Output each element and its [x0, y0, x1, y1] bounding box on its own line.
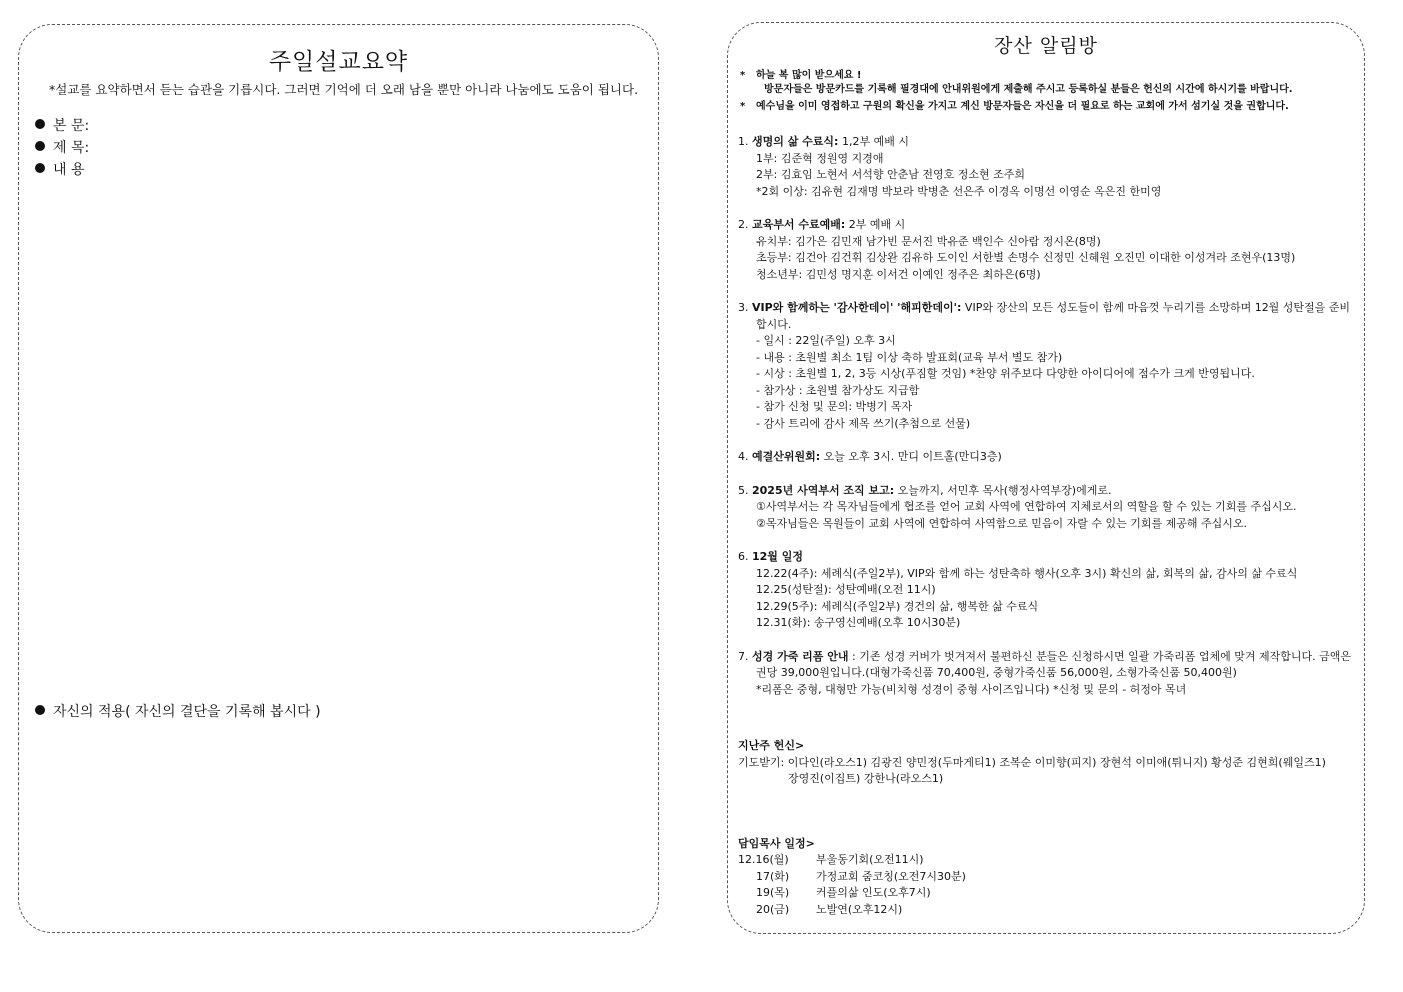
schedule-row: 17(화) 가정교회 줌코칭(오전7시30분) — [756, 869, 966, 883]
asterisk-icon: * — [740, 70, 746, 81]
announcements-title: 장산 알림방 — [994, 35, 1098, 57]
announcements-content — [738, 69, 1356, 918]
announcement-7: 7. 성경 가죽 리폼 안내 : 기존 성경 커버가 벗겨져서 불편하신 분들은 신청하시면 일괄 가죽리폼 업체에 맞겨 제작합니다. 금액은 권당 39,000원입니다.(대형가죽신품 70,400원, 중형가죽신품 56,000원, 소형가죽신품 50,400원) *리폼은 중형, 대형만 가능(비치형 성경이 중형 사이즈입니다) *신청 및 문의 - 허정아 목녀 — [738, 649, 1351, 696]
application-field: 자신의 적용( 자신의 결단을 기록해 봅시다 ) — [35, 701, 321, 721]
announcement-6: 6. 12월 일정 12.22(4주): 세례식(주일2부), VIP와 함께 하는 성탄축하 행사(오후 3시) 확신의 삶, 회복의 삶, 감사의 삶 수료식 12.25(성탄절): 성탄예배(오전 11시) 12.29(5주): 세례식(주일2부) 경건의 삶, 행복한 삶 수료식 12.31(화): 송구영신예배(오후 10시30분) — [738, 550, 1298, 629]
announcement-1: 1. 생명의 삶 수료식: 1,2부 예배 시 1부: 김준혁 정원영 지경애 2부: 김효임 노현서 서석향 안춘남 전영호 정소현 조주희 *2회 이상: 김유현 김재명 박보라 박병춘 선은주 이경옥 이명선 이영순 옥은진 한미영 — [738, 135, 1162, 198]
schedule-row: 20(금) 노발연(오후12시) — [756, 902, 903, 916]
sermon-summary-instruction: *설교를 요약하면서 듣는 습관을 기릅시다. 그러면 기억에 더 오래 남을 뿐만 아니라 나눔에도 도움이 됩니다. — [49, 82, 639, 97]
bullet-icon — [35, 705, 45, 715]
pastor-schedule: 담임목사 일정> 12.16(월) 부울동기회(오전11시) 17(화) 가정교회 줌코칭(오전7시30분) 19(목) 커플의삶 인도(오후7시) 20(금) 노발연(오후12시) — [738, 836, 1356, 919]
announcement-4: 4. 예결산위원회: 오늘 오후 3시. 만디 이트홀(만디3층) — [738, 450, 1002, 463]
sermon-title-field: 제 목: — [35, 137, 89, 157]
sermon-summary-title: 주일설교요약 — [268, 49, 409, 75]
announcement-5: 5. 2025년 사역부서 조직 보고: 오늘까지, 서민후 목사(행정사역부장)에게로. ①사역부서는 각 목자님들에게 협조를 얻어 교회 사역에 연합하여 지체로서의 역할을 할 수 있는 기회를 주십시오. ②목자님들은 목원들이 교회 사역에 연합하여 사역함으로 믿음이 자랄 수 있는 기회를 제공해 주십시오. — [738, 483, 1297, 530]
asterisk-icon: * — [740, 101, 746, 112]
last-week-devotion: 지난주 헌신> 기도받기: 이다인(라오스1) 김광진 양민정(두마게티1) 조복순 이미향(피지) 장현석 이미애(튀니지) 황성준 김현희(웨일즈1) 장영진(이집트) 강한나(라오스1) — [738, 739, 1326, 785]
bullet-icon — [35, 163, 45, 173]
announcement-3: 3. VIP와 함께하는 '감사한데이' '해피한데이': VIP와 장산의 모든 성도들이 함께 마음껏 누리기를 소망하며 12월 성탄절을 준비합시다. - 일시 : 22일(주일) 오후 3시 - 내용 : 초원별 최소 1팀 이상 축하 발표회(교육 부서 별도 참가) - 시상 : 초원별 1, 2, 3등 시상(푸짐할 것임) *찬양 위주보다 다양한 아이디어에 점수가 크게 반영됩니다. - 참가상 : 초원별 참가상도 지급함 - 참가 신청 및 문의: 박병기 목자 - 감사 트리에 감사 제목 쓰기(추첨으로 선물) — [738, 301, 1351, 430]
announcements-panel — [727, 22, 1365, 934]
bullet-icon — [35, 119, 45, 129]
announcement-2: 2. 교육부서 수료예배: 2부 예배 시 유치부: 김가은 김민재 남가빈 문서진 박유준 백인수 신아람 정시온(8명) 초등부: 김건아 김건휘 김상완 김유하 도이인 서한별 손명수 신정민 신혜원 오진민 이대한 이성겨라 조현우(13명) 청소년부: 김민성 명지훈 이서건 이예인 정주은 최하은(6명) — [738, 218, 1296, 281]
bullet-icon — [35, 141, 45, 151]
visitor-notice: * 하늘 복 많이 받으세요 ! 방문자들은 방문카드를 기록해 필경대에 안내위원에게 제출해 주시고 등록하실 분들은 헌신의 시간에 하시기를 바랍니다. * 예수님을 이미 영접하고 구원의 확신을 가지고 계신 방문자들은 자신을 더 필요로 하는 교회에 가서 섬기실 것을 권합니다. — [738, 69, 1356, 117]
bible-text-field: 본 문: — [35, 115, 89, 135]
schedule-row: 12.16(월) 부울동기회(오전11시) — [738, 853, 924, 866]
schedule-row: 19(목) 커플의삶 인도(오후7시) — [756, 886, 931, 899]
content-field: 내 용 — [35, 159, 85, 179]
sermon-summary-panel — [18, 24, 659, 933]
